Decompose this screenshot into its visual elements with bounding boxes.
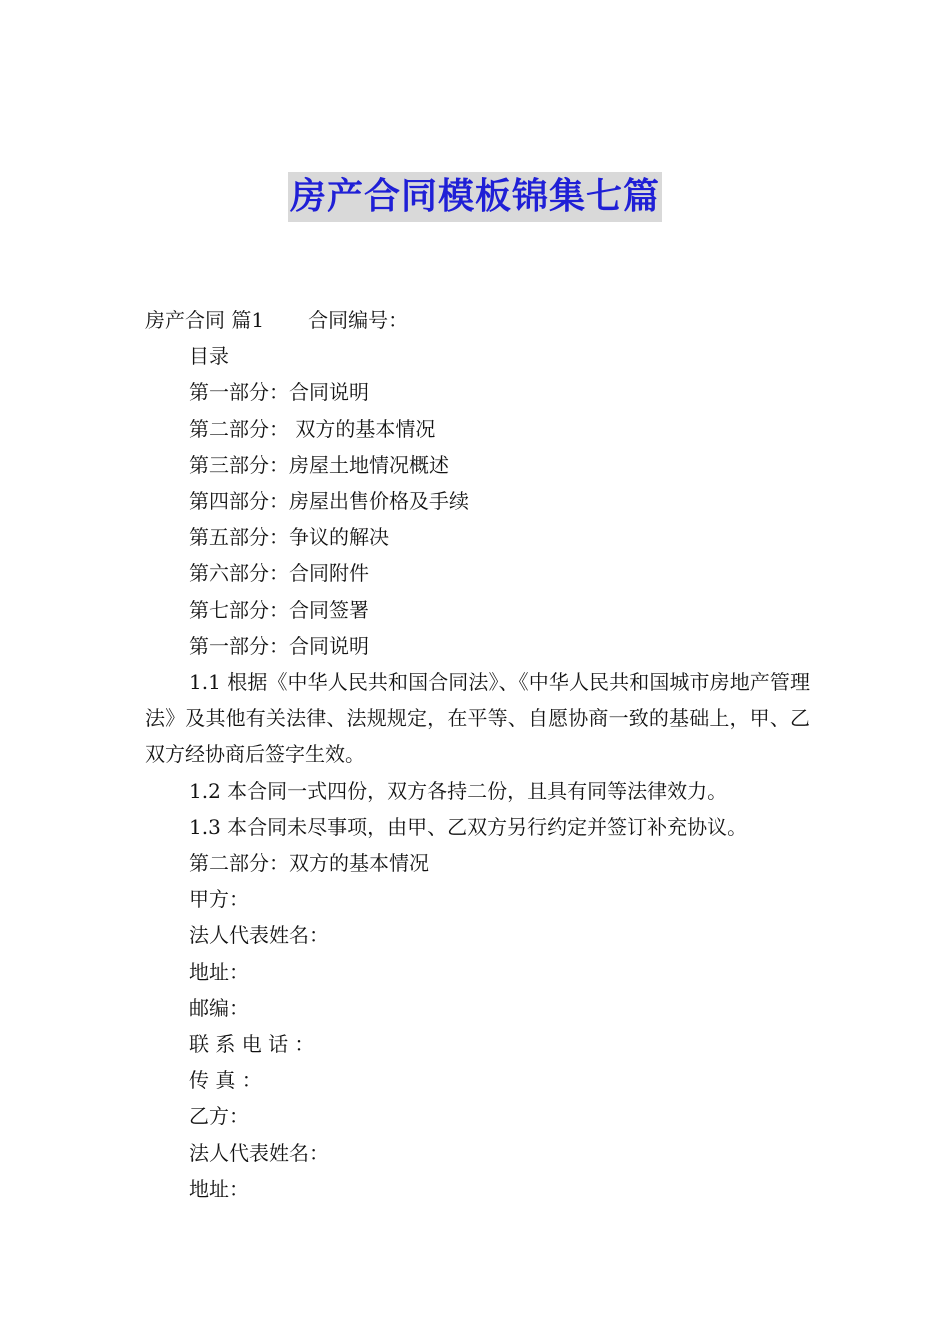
document-body: [145, 302, 810, 1207]
party-a-postcode: 邮编：: [189, 995, 249, 1020]
title-area: [0, 172, 950, 222]
toc-heading: 目录: [189, 344, 229, 369]
party-a-legal-rep: 法人代表姓名：: [189, 923, 329, 948]
party-b-address: 地址：: [189, 1176, 249, 1201]
toc-item: 第四部分：房屋出售价格及手续: [189, 489, 469, 514]
party-a-fax: 传 真 ：: [189, 1068, 262, 1093]
toc-item: 第二部分： 双方的基本情况: [189, 416, 436, 441]
party-a-label: 甲方：: [189, 887, 249, 912]
toc-item: 第七部分：合同签署: [189, 597, 369, 622]
section-heading: 第二部分：双方的基本情况: [189, 851, 429, 876]
party-a-phone: 联 系 电 话 ：: [189, 1032, 315, 1057]
clause-paragraph: 1.2 本合同一式四份，双方各持二份，且具有同等法律效力。: [189, 778, 728, 803]
clause-paragraph: 1.3 本合同未尽事项，由甲、乙双方另行约定并签订补充协议。: [189, 814, 748, 839]
toc-item: 第五部分：争议的解决: [189, 525, 389, 550]
party-a-address: 地址：: [189, 959, 249, 984]
contract-number-label: 合同编号：: [308, 308, 409, 332]
party-b-label: 乙方：: [189, 1104, 249, 1129]
contract-part-label: 房产合同 篇1: [145, 308, 265, 332]
header-line: [145, 302, 810, 338]
toc-item: 第六部分：合同附件: [189, 561, 369, 586]
document-title: 房产合同模板锦集七篇: [288, 172, 662, 222]
clause-paragraph: 1.1 根据《中华人民共和国合同法》、《中华人民共和国城市房地产管理法》及其他有关法律、法规规定，在平等、自愿协商一致的基础上，甲、乙双方经协商后签字生效。: [145, 670, 810, 767]
toc-item: 第一部分：合同说明: [189, 380, 369, 405]
party-b-legal-rep: 法人代表姓名：: [189, 1140, 329, 1165]
toc-item: 第三部分：房屋土地情况概述: [189, 452, 449, 477]
section-heading: 第一部分：合同说明: [189, 633, 369, 658]
